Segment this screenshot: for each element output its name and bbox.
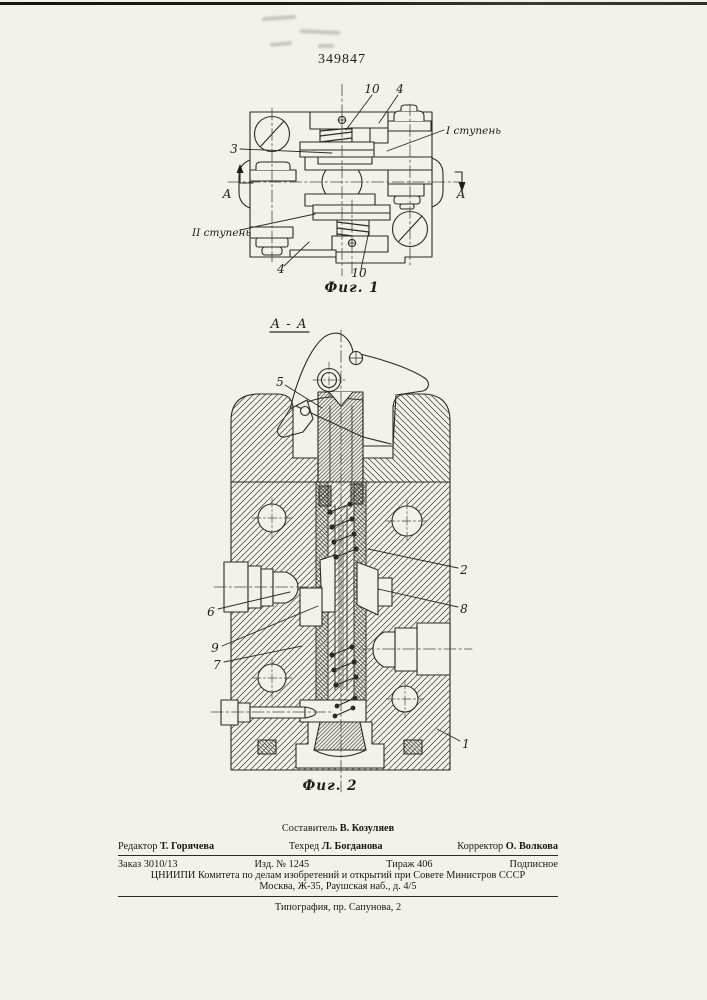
imprint-divider [118,855,558,856]
subscription-note: Подписное [509,859,558,870]
fig2-ref-5: 5 [276,375,284,389]
fig1-stage2-assembly [290,205,390,257]
corrector-cell [457,840,558,853]
scan-smudge [262,15,296,21]
editor-name: Т. Горячева [159,841,215,852]
fig2-ref-1: 1 [462,737,470,751]
fig1-cap-topright [388,105,431,131]
fig2-ref-2: 2 [460,563,468,577]
fig1-stage1-assembly [300,112,388,164]
techred-cell [289,840,383,853]
fig2-section-title: А - А [270,317,308,332]
scan-smudge [270,41,292,47]
techred-name: Л. Богданова [321,841,383,852]
edition-number: Изд. № 1245 [254,859,310,870]
fig1-cap-leftmid [250,162,296,181]
compiler-role: Составитель [281,823,338,834]
fig2-ref-7: 7 [213,658,221,672]
scan-smudge [300,29,340,35]
fig1-caption: Фиг. 1 [324,280,380,296]
fig1-ref-3: 3 [230,142,238,156]
fig1-label-stage2: II ступень [192,227,252,239]
corrector-name: О. Волкова [505,841,558,852]
compiler-line [118,822,558,835]
techred-role: Техред [288,841,320,852]
compiler-name: В. Козуляев [339,823,395,834]
patent-number: 349847 [318,52,366,67]
fig2-ref-9: 9 [211,641,219,655]
order-row [118,859,558,870]
fig1-drawing [185,78,502,300]
fig1-ref-4-top: 4 [396,82,404,96]
fig1-right-flange [432,158,443,207]
fig1-ref-10-top: 10 [364,82,380,96]
scan-smudge [318,44,334,48]
printer-line: Типография, пр. Сапунова, 2 [274,902,402,913]
scan-edge-line [0,2,707,5]
fig1-section-letter-left: А [222,187,232,201]
fig1-cap-bottomleft [250,227,293,255]
editors-row [118,840,558,853]
fig1-ref-4-bottom: 4 [277,262,285,276]
fig1-section-letter-right: А [456,187,466,201]
imprint-divider-2 [118,896,558,897]
fig2-caption: Фиг. 2 [302,778,358,794]
editor-cell [118,840,214,853]
imprint-block [118,818,558,914]
editor-role: Редактор [118,841,158,852]
org-line-1: ЦНИИПИ Комитета по делам изобретений и открытий при Совете Министров СССР [150,870,526,881]
fig1-ref-10-bottom: 10 [351,266,367,280]
fig1-label-stage1: I ступень [446,125,502,137]
org-line-2: Москва, Ж-35, Раушская наб., д. 4/5 [259,881,417,892]
fig2-drawing [195,308,485,800]
fig2-ref-8: 8 [460,602,468,616]
corrector-role: Корректор [457,841,504,852]
fig2-ref-6: 6 [207,605,215,619]
print-run: Тираж 406 [386,859,433,870]
order-number: Заказ 3010/13 [118,859,178,870]
